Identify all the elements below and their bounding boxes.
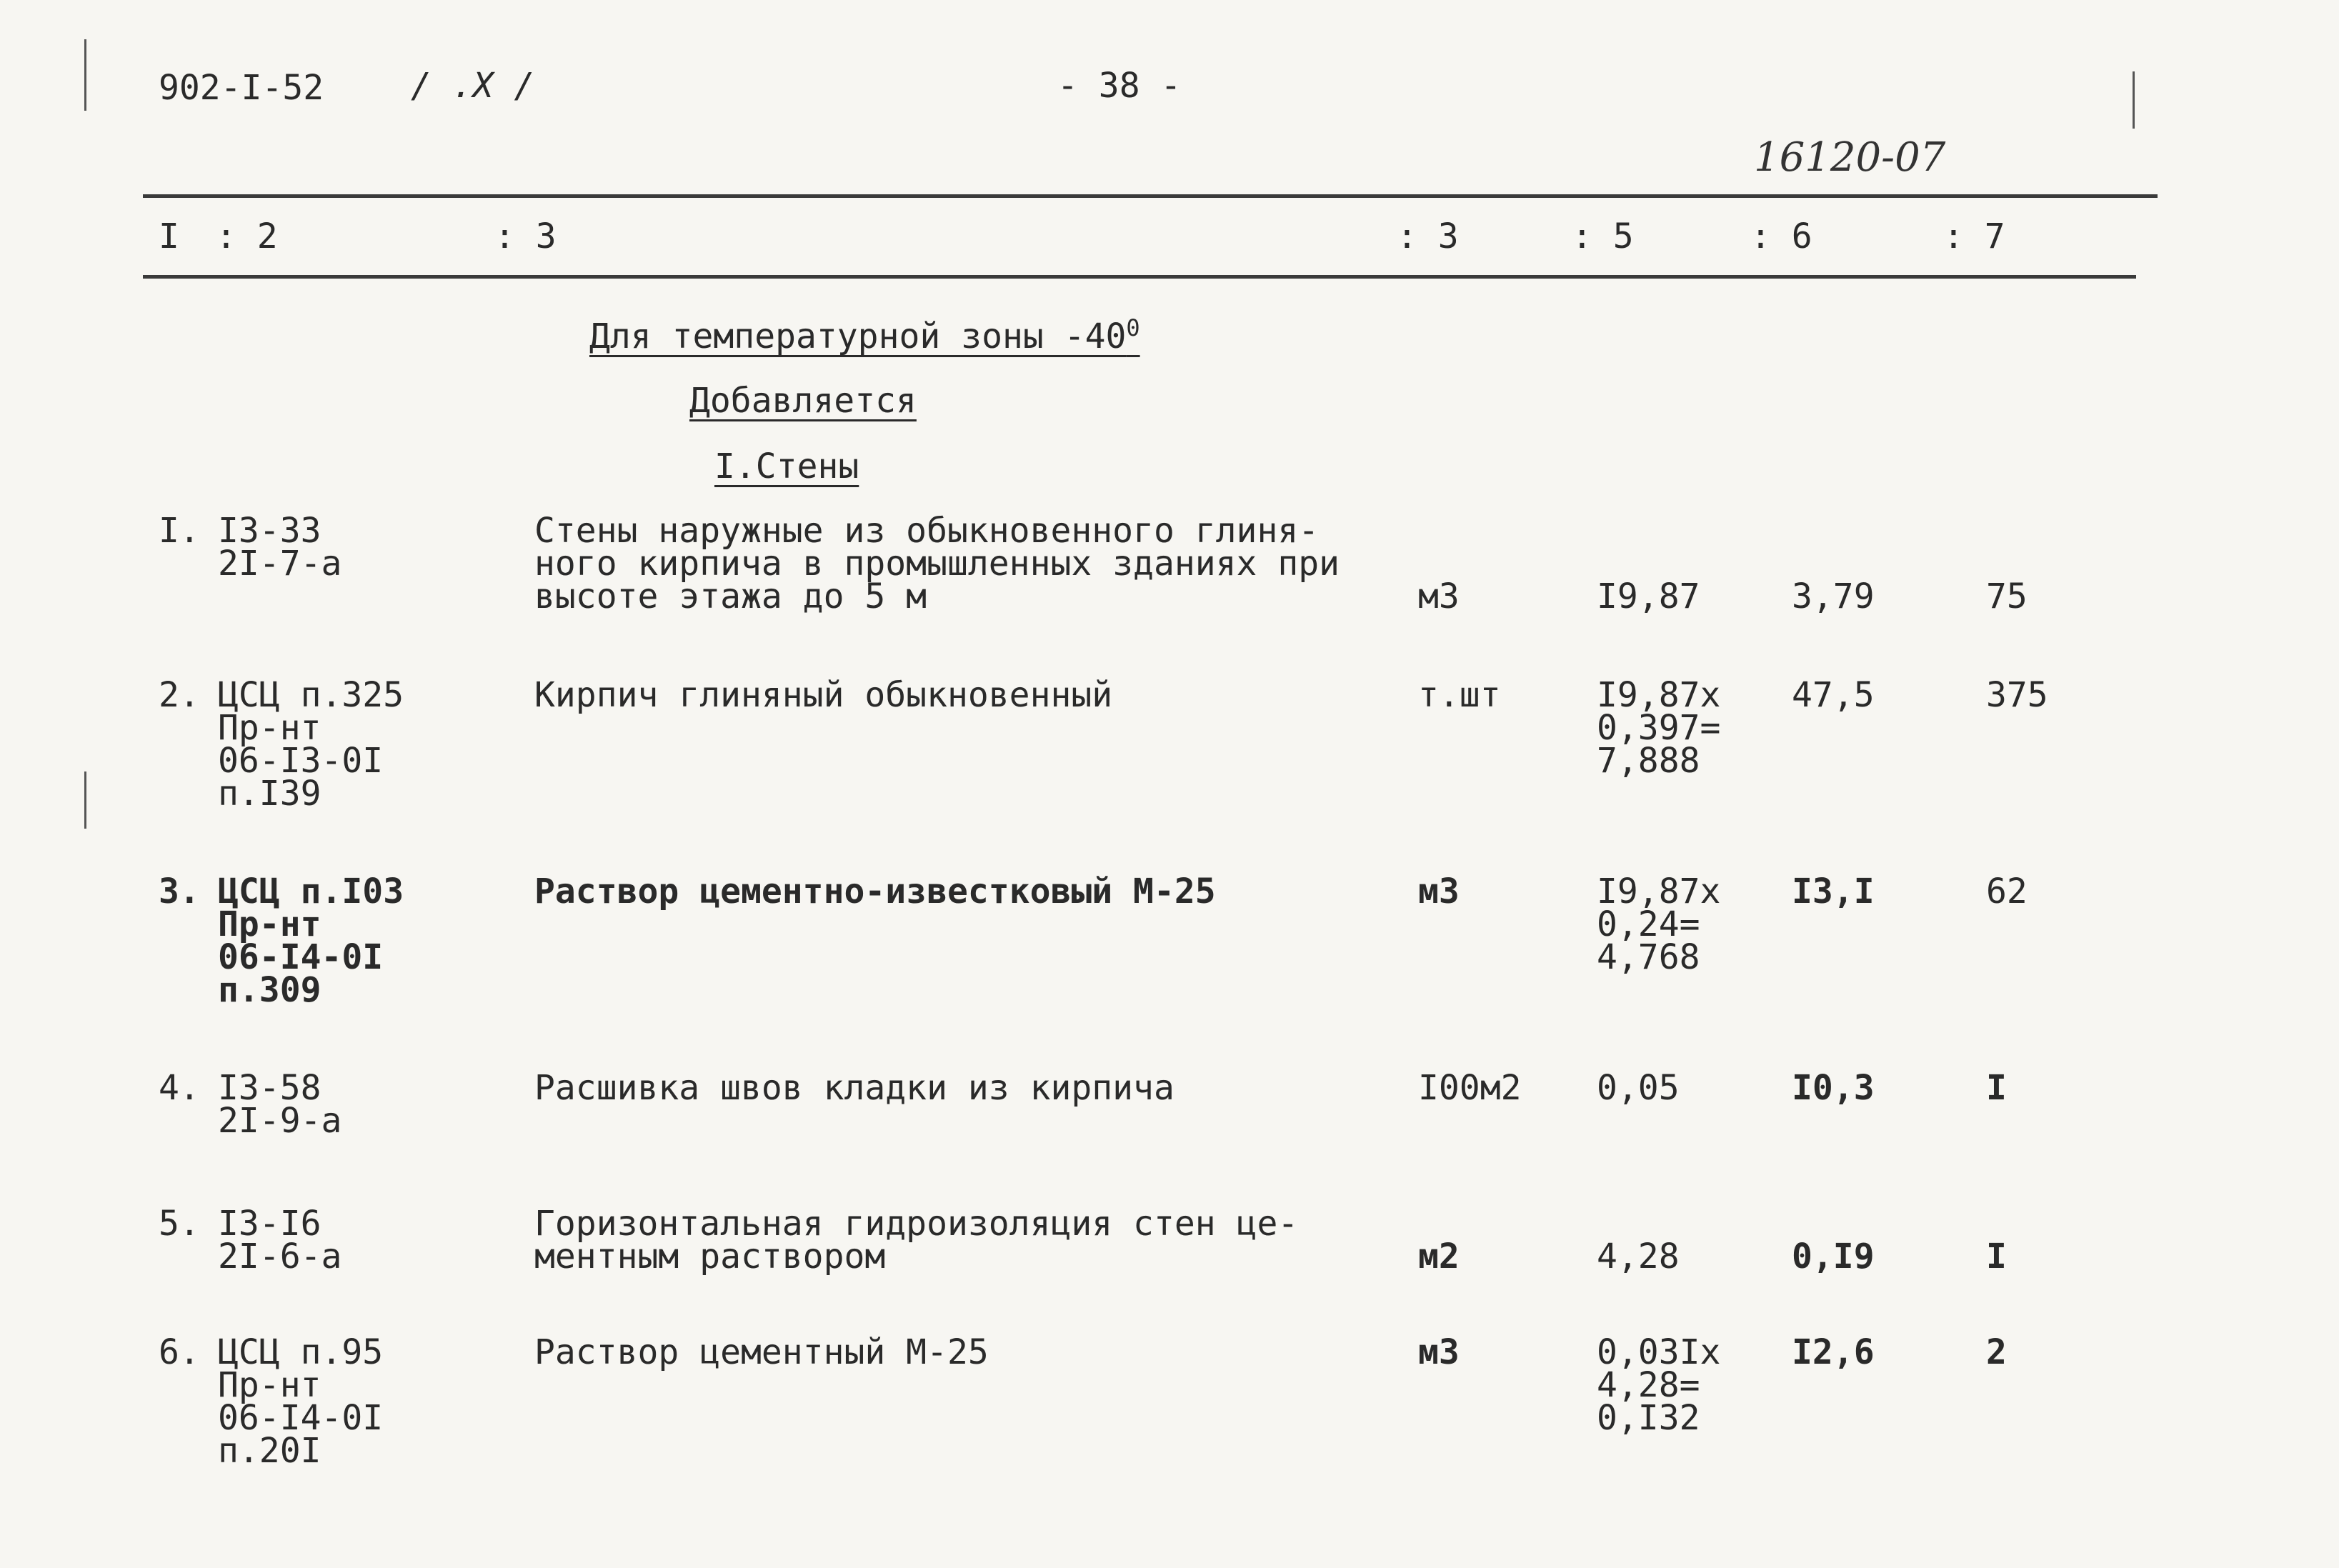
section-title [589, 314, 1140, 356]
row-total: 2 [1986, 1332, 2007, 1372]
section-title-text: Для температурной зоны -40 [589, 316, 1127, 356]
row-code-line: п.20I [218, 1431, 321, 1471]
row-quantity-line: 0,03Ix [1597, 1332, 1721, 1372]
handwritten-reference: 16120-07 [1754, 134, 1946, 181]
row-description-line: ментным раствором [534, 1237, 886, 1277]
row-code-line: Пр-нт [218, 708, 321, 748]
row-unit: м3 [1418, 1332, 1460, 1372]
row-description-line: Кирпич глиняный обыкновенный [534, 675, 1113, 715]
section-subtitle: Добавляется [689, 381, 917, 421]
row-unit: т.шт [1418, 675, 1501, 715]
header-bottom-rule [143, 275, 2136, 279]
row-unit-price: 0,I9 [1792, 1237, 1875, 1277]
header-top-rule [143, 194, 2158, 198]
row-number: 6. [159, 1332, 200, 1372]
row-number: 3. [159, 872, 200, 912]
row-description-line: Раствор цементно-известковый М-25 [534, 872, 1216, 912]
row-quantity-line: 0,05 [1597, 1068, 1680, 1108]
row-unit-price: I0,3 [1792, 1068, 1875, 1108]
row-code-line: п.309 [218, 970, 321, 1010]
row-quantity-line: 0,397= [1597, 708, 1721, 748]
row-unit: м3 [1418, 576, 1460, 616]
row-total: I [1986, 1237, 2007, 1277]
row-number: I. [159, 511, 200, 551]
sheet-mark: / .X / [411, 66, 535, 106]
column-number-5: : 5 [1572, 216, 1634, 256]
right-edge-mark [2133, 71, 2135, 129]
row-quantity-line: 7,888 [1597, 741, 1700, 781]
row-code-line: 06-I4-0I [218, 937, 384, 977]
row-number: 2. [159, 675, 200, 715]
row-description-line: ного кирпича в промышленных зданиях при [534, 544, 1340, 584]
left-edge-mark [84, 39, 86, 111]
row-unit: м2 [1418, 1237, 1460, 1277]
row-code-line: 06-I4-0I [218, 1398, 384, 1438]
row-code-line: I3-I6 [218, 1204, 321, 1244]
row-quantity-line: 4,28 [1597, 1237, 1680, 1277]
row-total: I [1986, 1068, 2007, 1108]
row-unit-price: 47,5 [1792, 675, 1875, 715]
row-code-line: 06-I3-0I [218, 741, 384, 781]
row-quantity-line: I9,87x [1597, 675, 1721, 715]
row-code-line: I3-58 [218, 1068, 321, 1108]
row-quantity-line: 0,24= [1597, 904, 1700, 944]
row-quantity-line: I9,87 [1597, 576, 1700, 616]
section-title-degree: 0 [1126, 314, 1140, 341]
row-total: 62 [1986, 872, 2028, 912]
row-code-line: ЦСЦ п.325 [218, 675, 404, 715]
row-code-line: 2I-7-a [218, 544, 342, 584]
section-group: I.Стены [714, 446, 859, 486]
row-code-line: ЦСЦ п.95 [218, 1332, 384, 1372]
row-quantity-line: 4,28= [1597, 1365, 1700, 1405]
row-unit-price: I2,6 [1792, 1332, 1875, 1372]
row-description-line: Горизонтальная гидроизоляция стен це- [534, 1204, 1299, 1244]
row-unit-price: I3,I [1792, 872, 1875, 912]
row-description-line: Расшивка швов кладки из кирпича [534, 1068, 1175, 1108]
row-total: 75 [1986, 576, 2028, 616]
row-code-line: 2I-9-a [218, 1101, 342, 1141]
left-edge-mark-lower [84, 771, 86, 829]
row-code-line: Пр-нт [218, 904, 321, 944]
row-quantity-line: 4,768 [1597, 937, 1700, 977]
page-number: - 38 - [1057, 66, 1182, 106]
column-number-7: : 7 [1943, 216, 2005, 256]
row-unit-price: 3,79 [1792, 576, 1875, 616]
row-code-line: I3-33 [218, 511, 321, 551]
row-unit: I00м2 [1418, 1068, 1522, 1108]
row-description-line: высоте этажа до 5 м [534, 576, 927, 616]
column-number-1: I [159, 216, 179, 256]
document-code: 902-I-52 [159, 68, 324, 108]
column-number-4: : 3 [1397, 216, 1459, 256]
row-number: 5. [159, 1204, 200, 1244]
row-code-line: 2I-6-a [218, 1237, 342, 1277]
row-unit: м3 [1418, 872, 1460, 912]
row-total: 375 [1986, 675, 2048, 715]
row-description-line: Раствор цементный М-25 [534, 1332, 989, 1372]
row-quantity-line: I9,87x [1597, 872, 1721, 912]
row-quantity-line: 0,I32 [1597, 1398, 1700, 1438]
row-code-line: ЦСЦ п.I03 [218, 872, 404, 912]
row-code-line: Пр-нт [218, 1365, 321, 1405]
row-number: 4. [159, 1068, 200, 1108]
row-code-line: п.I39 [218, 774, 321, 814]
column-number-3: : 3 [494, 216, 557, 256]
column-number-6: : 6 [1750, 216, 1812, 256]
row-description-line: Стены наружные из обыкновенного глиня- [534, 511, 1320, 551]
column-number-2: : 2 [216, 216, 278, 256]
